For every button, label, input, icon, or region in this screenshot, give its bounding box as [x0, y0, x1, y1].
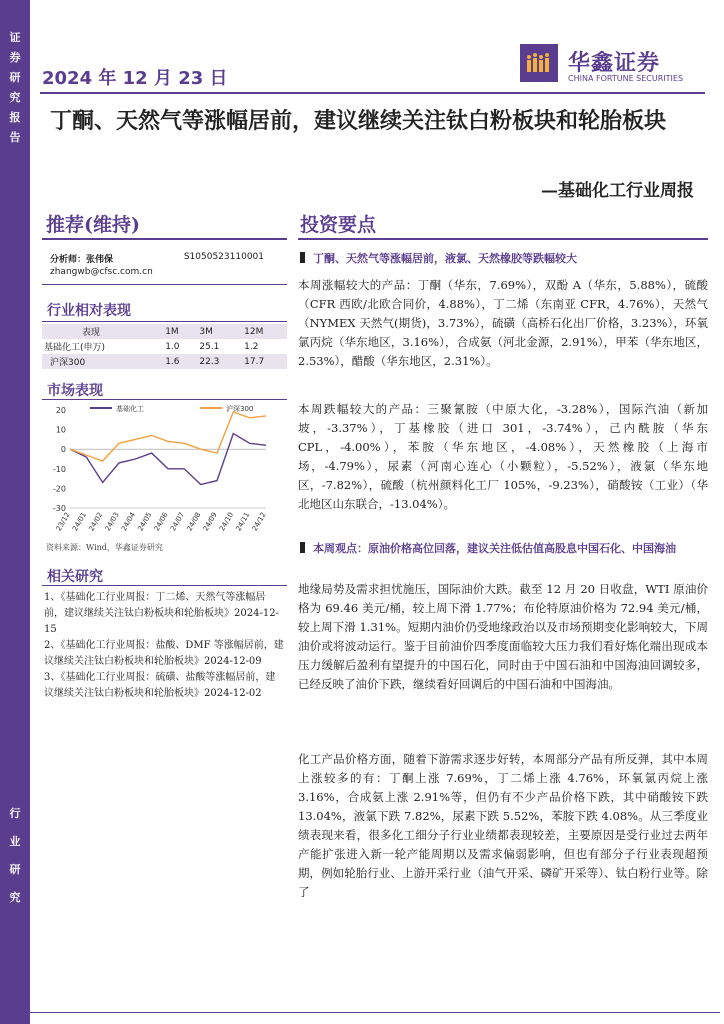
divider: [42, 321, 287, 322]
list-item[interactable]: 1、《基础化工行业周报：丁二烯、天然气等涨幅居前，建议继续关注钛白粉板块和轮胎板块》2024-12-15: [44, 592, 279, 635]
logo-mark-icon: [520, 44, 558, 82]
paragraph-text: 化工产品价格方面，随着下游需求逐步好转，本周部分产品有所反弹，其中本周上涨较多的有：丁酮上涨 7.69%，丁二烯上涨 4.76%，环氧氯丙烷上涨 3.16%，合成氨上涨 2.91%等，但仍有不少产品价格下跌，其中硝酸铵下跌 13.04%，液氯下跌 7.82%，尿素下跌 5.52%，苯胺下跌 4.08%。从三季度业绩表现来看，很多化工细分子行业业绩都表现较差，主要原因是受行业过去两年产能扩张进入新一轮产能周期以及需求偏弱影响，但也有部分子行业表现超预期，例如轮胎行业、上游开采行业（油气开采、磷矿开采等）、钛白粉行业等。除了: [298, 752, 708, 899]
sidebar-char: 研: [9, 863, 21, 876]
x-tick-label: 24/06: [152, 511, 170, 533]
list-item[interactable]: 2、《基础化工行业周报：盐酸、DMF 等涨幅居前，建议继续关注钛白粉板块和轮胎板块》2024-12-09: [44, 640, 284, 667]
table-cell: 1.2: [244, 341, 259, 352]
sidebar-char: 究: [9, 91, 21, 104]
table-header-cell: 1M: [163, 324, 197, 339]
perf-table: [42, 324, 287, 369]
y-tick-label: 0: [60, 445, 66, 455]
table-cell: 1.0: [165, 341, 180, 352]
analyst-block: [42, 252, 282, 279]
paragraph: [298, 750, 708, 902]
market-heading: 市场表现: [47, 383, 103, 399]
table-header-row: [42, 324, 287, 339]
table-cell: 22.3: [197, 354, 242, 369]
x-tick-label: 24/09: [201, 511, 219, 533]
rating-underline: [42, 238, 287, 240]
table-cell: 基础化工(申万): [44, 343, 106, 353]
rating-heading: 推荐(维持): [46, 214, 140, 236]
logo-text-en: CHINA FORTUNE SECURITIES: [568, 74, 684, 83]
bullet-text: 丁酮、天然气等涨幅居前，液氯、天然橡胶等跌幅较大: [313, 252, 577, 265]
table-row: [42, 339, 287, 354]
table-cell: 25.1: [199, 341, 220, 352]
invest-heading: 投资要点: [300, 214, 377, 236]
bullet-text: 本周观点：原油价格高位回落，建议关注低估值高股息中国石化、中国海油: [313, 542, 676, 555]
table-cell: 1.6: [163, 354, 197, 369]
x-tick-label: 24/02: [87, 511, 105, 533]
y-tick-label: -20: [52, 484, 66, 494]
market-chart: [40, 398, 290, 540]
series-line-2: [70, 412, 266, 461]
x-tick-label: 24/12: [250, 511, 268, 533]
sidebar-char: 研: [9, 71, 21, 84]
table-header-cell: 3M: [197, 324, 242, 339]
x-tick-label: 24/10: [218, 511, 236, 533]
bullet-heading: [300, 250, 705, 268]
table-row: [42, 354, 287, 369]
report-title: 丁酮、天然气等涨幅居前，建议继续关注钛白粉板块和轮胎板块: [50, 108, 667, 134]
sidebar: [0, 0, 30, 1024]
paragraph: [298, 400, 708, 514]
x-tick-label: 24/07: [169, 511, 187, 533]
divider: [42, 284, 287, 285]
x-tick-label: 24/01: [71, 511, 89, 533]
x-tick-label: 24/04: [120, 511, 138, 533]
divider: [42, 585, 287, 586]
analyst-email: zhangwb@cfsc.com.cn: [50, 267, 153, 277]
bullet-marker-icon: [300, 542, 305, 553]
bullet-marker-icon: [300, 252, 305, 263]
table-header-cell: 表现: [42, 324, 163, 339]
company-logo: [520, 44, 710, 90]
sidebar-char: 业: [9, 835, 21, 848]
y-tick-label: -30: [52, 504, 66, 513]
x-tick-label: 24/08: [185, 511, 203, 533]
analyst-name: 分析师：张伟保: [50, 255, 114, 265]
paragraph: [298, 276, 708, 371]
paragraph-text: 地缘局势及需求担忧施压，国际油价大跌。截至 12 月 20 日收盘，WTI 原油价格为 69.46 美元/桶，较上周下滑 1.77%；布伦特原油价格为 72.94 美元/桶，较上周下滑 1.31%。短期内油价仍受地缘政治以及市场预期变化影响较大，下周油价或将波动运行。鉴于目前油价四季度面临较大压力我们看好炼化端出现成本压力缓解后盈利有望提升的中国石化，同时由于中国石油和中国海油回调较多，已经反映了油价下跌，继续看好回调后的中国石油和中国海油。: [298, 582, 708, 691]
x-tick-label: 24/05: [136, 511, 154, 533]
logo-text-cn: 华鑫证券: [568, 51, 661, 76]
paragraph-text: 本周跌幅较大的产品：三聚氰胺（中原大化，-3.28%），国际汽油（新加坡，-3.37%），丁基橡胶（进口 301，-3.74%），己内酰胺（华东 CPL，-4.00%），苯胺（华东地区，-4.08%），天然橡胶（上海市场，-4.79%），尿素（河南心连心（小颗粒），-5.52%），液氯（华东地区，-7.82%），硫酸（杭州颜料化工厂 105%，-9.23%），硝酸铵（工业）（华北地区山东联合，-13.04%）。: [298, 402, 708, 511]
footer-divider: [30, 1012, 720, 1013]
legend-label: 沪深300: [226, 405, 254, 413]
sidebar-char: 报: [9, 111, 21, 124]
table-cell: 沪深300: [42, 354, 163, 369]
related-heading: 相关研究: [47, 569, 103, 585]
sidebar-char: 券: [9, 51, 21, 64]
report-subtitle: —基础化工行业周报: [541, 181, 694, 201]
x-tick-label: 24/11: [234, 511, 252, 533]
sidebar-char: 行: [9, 807, 21, 820]
sidebar-char: 证: [9, 31, 21, 44]
table-header-cell: 12M: [242, 324, 287, 339]
paragraph: [298, 580, 708, 694]
paragraph-text: 本周涨幅较大的产品：丁酮（华东，7.69%），双酚 A（华东，5.88%），硫酸（CFR 西欧/北欧合同价，4.88%），丁二烯（东南亚 CFR，4.76%），天然气（NYMEX 天然气(期货)，3.73%），硫磺（高桥石化出厂价格，3.23%），环氧氯丙烷（华东地区，3.16%），合成氨（河北金源，2.91%），甲苯（华东地区，2.53%），醋酸（华东地区，2.31%）。: [298, 278, 708, 368]
x-tick-label: 24/03: [103, 511, 121, 533]
sidebar-char: 告: [9, 131, 21, 144]
analyst-id: S1050523110001: [183, 252, 264, 262]
report-date: 2024 年 12 月 23 日: [42, 68, 228, 89]
table-cell: 17.7: [242, 354, 287, 369]
header-divider: [40, 92, 705, 94]
chart-source: 资料来源：Wind，华鑫证券研究: [46, 543, 163, 552]
y-tick-label: -10: [52, 464, 66, 474]
sidebar-top-label: [0, 28, 30, 148]
y-tick-label: 10: [55, 425, 66, 435]
bullet-heading: [300, 540, 705, 558]
legend-label: 基础化工: [116, 405, 144, 413]
y-tick-label: 20: [55, 406, 66, 415]
x-tick-label: 23/12: [54, 511, 72, 533]
sidebar-char: 究: [9, 891, 21, 904]
invest-underline: [298, 238, 708, 240]
perf-heading: 行业相对表现: [47, 303, 131, 319]
sidebar-bottom-label: [0, 800, 30, 912]
related-list: [44, 590, 284, 702]
list-item[interactable]: 3、《基础化工行业周报：硫磺、盐酸等涨幅居前，建议继续关注钛白粉板块和轮胎板块》2024-12-02: [44, 672, 276, 699]
